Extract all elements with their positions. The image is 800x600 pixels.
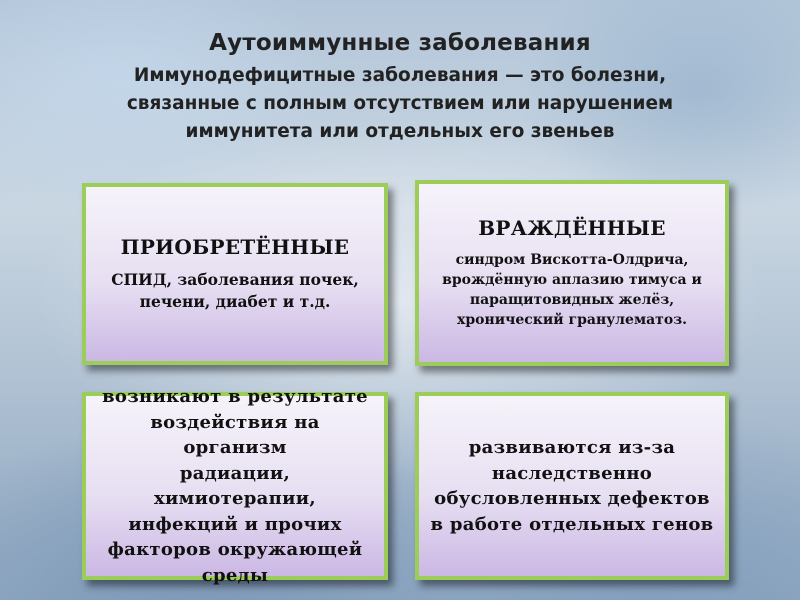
acquired-card xyxy=(82,183,388,365)
congenital-card xyxy=(415,180,729,366)
acquired-card-title: ПРИОБРЕТЁННЫЕ xyxy=(120,235,350,259)
congenital-card-text xyxy=(430,250,714,330)
card-line: обусловленных дефектов xyxy=(434,488,710,509)
card-line: паращитовидных желёз, xyxy=(469,292,675,308)
card-line: печени, диабет и т.д. xyxy=(139,292,331,311)
card-line: СПИД, заболевания почек, xyxy=(111,270,359,289)
congenital-card-title: ВРАЖДЁННЫЕ xyxy=(478,216,666,240)
card-line: врождённую аплазию тимуса и xyxy=(442,272,702,288)
card-line: среды xyxy=(201,564,269,586)
card-line: хронический гранулематоз. xyxy=(456,312,687,328)
card-line: воздействия на организм xyxy=(150,411,320,458)
card-line: наследственно xyxy=(491,462,653,484)
card-line: инфекций и прочих xyxy=(128,513,342,535)
card-line: развиваются из-за xyxy=(468,437,676,458)
congenital-cause-card xyxy=(415,392,729,580)
subtitle-line: иммунитета или отдельных его звеньев xyxy=(185,121,615,142)
subtitle-line: Иммунодефицитные заболевания — это болезни, xyxy=(133,65,667,86)
subtitle-line: связанные с полным отсутствием или нарушением xyxy=(126,93,674,114)
acquired-cause-card xyxy=(82,386,388,586)
acquired-card-text xyxy=(99,269,371,313)
card-line: факторов окружающей xyxy=(107,539,363,560)
slide-title: Аутоиммунные заболевания xyxy=(209,30,591,56)
slide-header xyxy=(0,30,800,146)
card-line: синдром Вискотта-Олдрича, xyxy=(455,252,689,268)
slide-subtitle xyxy=(60,62,740,146)
acquired-cause-text xyxy=(86,384,384,588)
card-line: возникают в результате xyxy=(102,386,368,407)
card-line: радиации, химиотерапии, xyxy=(154,462,316,509)
congenital-cause-text xyxy=(420,435,723,537)
card-line: в работе отдельных генов xyxy=(430,513,714,535)
